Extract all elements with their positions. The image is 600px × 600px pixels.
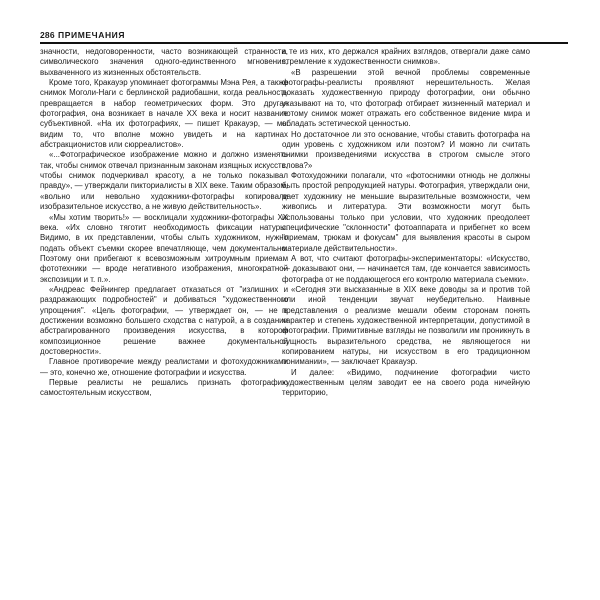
paragraph: Главное противоречие между реалистами и фотохудожниками — это, конечно же, отношение фотографии и искусства.: [40, 357, 288, 377]
paragraph: Фотохудожники полагали, что «фотоснимки отнюдь не должны быть простой репродукцией натуры. Фотография, утверждали они, дает художнику не меньшие выразительные возможности, чем живопись и литература. Эти возможности могут быть использованы только при условии, что художник преодолеет специфические "склонности" фотоаппарата и прибегнет ко всем "приемам, трюкам и фокусам" для выявления красоты в сыром материале действительности».: [282, 171, 530, 253]
page-number: 286: [40, 30, 55, 40]
paragraph: Первые реалисты не решались признать фотографию самостоятельным искусством,: [40, 378, 288, 398]
paragraph: И далее: «Видимо, подчинение фотографии чисто художественным целям заводит ее на своего рода ничейную территорию,: [282, 367, 530, 398]
paragraph: «В разрешении этой вечной проблемы современные фотографы-реалисты проявляют нерешительность. Желая доказать художественную природу фотографии, они обычно указывают на то, что фотограф отбирает жизненный материал и потому снимок может отражать его собственное видение мира и обладать эстетической ценностью.: [282, 67, 530, 129]
paragraph: А вот, что считают фотографы-экспериментаторы: «Искусство, — доказывают они, — начинается там, где кончается зависимость фотографа от не поддающегося его контролю материала съемки».: [282, 253, 530, 284]
paragraph: значности, недоговоренности, часто возникающей странности, символического значения одного-единственного мгновения, выхваченного из жизненных обстоятельств.: [40, 47, 288, 77]
left-text-column: [40, 47, 288, 399]
page-header: [40, 30, 568, 44]
right-text-column: [282, 47, 530, 399]
paragraph: Кроме того, Кракауэр упоминает фотограммы Мэна Рея, а также снимок Моголи-Наги с берлинской радиобашни, когда реальность превращается в набор геометрических форм. Это другая фотография, она возникает в начале XX века и носит название субъективной. «На их фотографиях, — пишет Кракауэр, — мы видим то, что вполне можно увидеть и на картинах абстракционистов или сюрреалистов».: [40, 78, 288, 150]
paragraph: а те из них, кто держался крайних взглядов, отвергали даже само стремление к художественности снимков».: [282, 47, 530, 67]
paragraph: «Сегодня эти высказанные в XIX веке доводы за и против той или иной тенденции звучат неубедительно. Наивные представления о реализме мешали обеим сторонам понять характер и степень художественной интерпретации, допустимой в фотографии. Примитивные взгляды не позволили им проникнуть в сущность выразительного средства, не являющегося ни копированием натуры, ни искусством в его традиционном понимании», — заключает Кракауэр.: [282, 284, 530, 367]
paragraph: «Мы хотим творить!» — восклицали художники-фотографы XX века. «Их словно тяготит необходимость фиксации натуры. Видимо, в их представлении, чтобы слыть художником, нужно подать объект съемки скорее впечатляюще, чем документально. Поэтому они прибегают к всевозможным хитроумным приемам фототехники — вроде негативного изображения, многократной экспозиции и т. п.».: [40, 212, 288, 284]
section-title: ПРИМЕЧАНИЯ: [58, 30, 126, 40]
paragraph: «...Фотографическое изображение можно и должно изменять так, чтобы снимок отвечал признанным законам изящных искусств, чтобы снимок подчеркивал красоту, а не только показывал правду», — утверждали пикториалисты в XIX веке. Таким образом, «вольно или невольно художники-фотографы копировали изобразительное искусство, а не живую действительность».: [40, 150, 289, 212]
paragraph: «Андреас Фейнингер предлагает отказаться от "излишних и раздражающих подробностей" и добиваться "художественного упрощения". «Цель фотографии, — утверждает он, — не в достижении возможно большего сходства с натурой, а в создании абстрагированного произведения искусства, в котором композиционное решение важнее документальной достоверности».: [40, 284, 288, 356]
paragraph: Но достаточное ли это основание, чтобы ставить фотографа на один уровень с художником или поэтом? И можно ли считать снимки произведениями искусства в строгом смысле этого слова?»: [282, 129, 530, 170]
